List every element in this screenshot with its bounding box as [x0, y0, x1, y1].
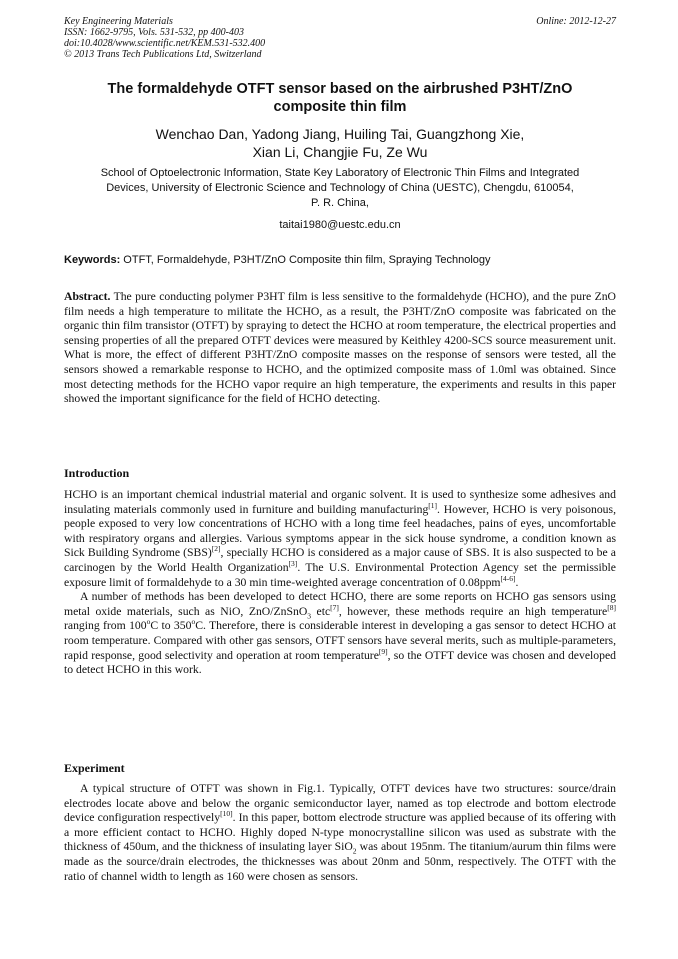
- citation: [7]: [330, 602, 339, 612]
- citation: [9]: [378, 646, 388, 656]
- affiliation-line-3: P. R. China,: [311, 197, 369, 209]
- citation: [10]: [220, 809, 233, 819]
- keywords-label: Keywords:: [64, 254, 121, 266]
- authors-line-1: Wenchao Dan, Yadong Jiang, Huiling Tai, Guangzhong Xie,: [155, 126, 525, 142]
- authors-line-2: Xian Li, Changjie Fu, Ze Wu: [252, 144, 428, 160]
- online-date: Online: 2012-12-27: [536, 16, 616, 27]
- experiment-paragraph-1: A typical structure of OTFT was shown in Fig.1. Typically, OTFT devices have two structures: source/drain electrodes locate above and below the organic semiconductor layer, named as top electrode and bottom electrode device configuration respectively[10]. In this paper, bottom electrode structure was applied because of its offering with a more efficient contact to HCHO. Highly doped N-type monocrystalline silicon was used as substrate with the thickness of 450um, and the thickness of insulating layer SiO$_2$ was about 195nm. The titanium/aurum thin films were made as the source/drain electrodes, the thicknesses was about 20nm and 50nm, respectively. The OTFT with the ratio of channel width to length as 160 were chosen as sensors.: [64, 782, 616, 883]
- affiliation: [64, 166, 616, 211]
- introduction-heading: Introduction: [64, 466, 130, 480]
- author-list: [64, 125, 616, 161]
- journal-header: [64, 16, 616, 60]
- abstract: [64, 290, 616, 407]
- citation: [2]: [211, 544, 221, 554]
- title-line-1: The formaldehyde OTFT sensor based on the airbrushed P3HT/ZnO: [107, 81, 573, 97]
- intro-paragraph-1: HCHO is an important chemical industrial material and organic solvent. It is used to synthesize some adhesives and insulating materials commonly used in furniture and building manufacturing[1]. However, HCHO is very poisonous, people exposed to very low concentrations of HCHO with a long time feel headaches, pains of eyes, uncomfortable with respiratory organs and allergies. Various symptoms appear in the sick house syndrome, a condition known as Sick Building Syndrome (SBS)[2], specially HCHO is considered as a major cause of SBS. It is also suspected to be a carcinogen by the World Health Organization[3]. The U.S. Environmental Protection Agency set the permissible exposure limit of formaldehyde to a 30 min time-weighted average concentration of 0.08ppm[4-6].: [64, 488, 616, 589]
- copyright-line: © 2013 Trans Tech Publications Ltd, Switzerland: [64, 49, 262, 60]
- abstract-label: Abstract.: [64, 290, 111, 303]
- doi-line[interactable]: doi:10.4028/www.scientific.net/KEM.531-532.400: [64, 38, 266, 49]
- citation: [3]: [288, 559, 298, 569]
- keywords-text: OTFT, Formaldehyde, P3HT/ZnO Composite thin film, Spraying Technology: [120, 254, 491, 266]
- abstract-text: The pure conducting polymer P3HT film is less sensitive to the formaldehyde (HCHO), and the pure ZnO film needs a high temperature to militate the HCHO, as a result, the P3HT/ZnO composite was fabricated on the organic thin film transistor (OTFT) by spraying to detect the HCHO at room temperature, the electrical properties and sensing properties of all the prepared OTFT devices were measured by Keithley 4200-SCS source measurement unit. What is more, the effect of different P3HT/ZnO composite masses on the response of sensors were tested, all the sensors showed a remarkable response to HCHO, and the optimized composite mass of 1.0ml was obtained. Since most detecting methods for the HCHO vapor require an high temperature, the experiments and results in this paper showed the important significance for the field of HCHO detecting.: [64, 290, 616, 406]
- citation: [1]: [428, 500, 438, 510]
- citation: [4-6]: [500, 573, 516, 583]
- affiliation-line-1: School of Optoelectronic Information, State Key Laboratory of Electronic Thin Films and Integrated: [100, 167, 580, 179]
- keywords-line: [64, 253, 616, 267]
- introduction-body: [64, 488, 616, 678]
- journal-name: Key Engineering Materials: [64, 16, 173, 27]
- affiliation-line-2: Devices, University of Electronic Science and Technology of China (UESTC), Chengdu, 610054,: [106, 182, 574, 194]
- issn-line: ISSN: 1662-9795, Vols. 531-532, pp 400-403: [64, 27, 244, 38]
- experiment-heading: Experiment: [64, 761, 125, 775]
- citation: [8]: [607, 602, 616, 612]
- author-email[interactable]: taitai1980@uestc.edu.cn: [279, 219, 401, 231]
- title-line-2: composite thin film: [273, 99, 407, 115]
- experiment-body: [64, 782, 616, 884]
- paper-title: [64, 80, 616, 116]
- intro-paragraph-2: A number of methods has been developed to detect HCHO, there are some reports on HCHO gas sensors using metal oxide materials, such as NiO, ZnO/ZnSnO$_3$ etc[7], however, these methods require an high temperature[8] ranging from 100$^o$C to 350$^o$C. Therefore, there is considerable interest in developing a gas sensor to detect HCHO at room temperature. Compared with other gas sensors, OTFT sensors have several merits, such as multiple-parameters, rapid response, good selectivity and operation at room temperature[9], so the OTFT device was chosen and developed to detect HCHO in this work.: [64, 590, 617, 677]
